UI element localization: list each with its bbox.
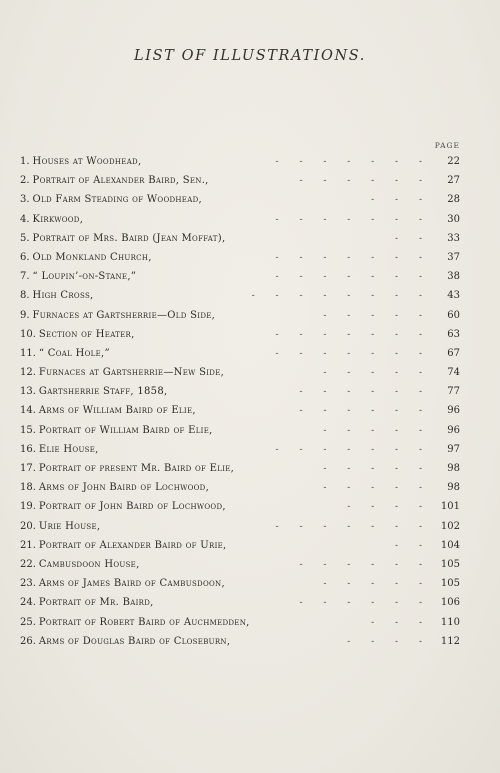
entry-title: Urie House, <box>38 520 101 532</box>
entry-title: Portrait of present Mr. Baird of Elie, <box>38 463 235 474</box>
entry-number: 23. <box>20 578 36 590</box>
dot-leader: - - - - - <box>323 425 422 436</box>
entry-number: 8. <box>20 290 30 302</box>
entry-title: Houses at Woodhead, <box>32 156 142 167</box>
entry-number: 14. <box>20 405 36 417</box>
entry-number: 7. <box>20 271 30 283</box>
entry-page-number: 98 <box>447 482 460 494</box>
entry-number: 20. <box>20 520 36 532</box>
entry-number: 26. <box>20 635 36 647</box>
entry-title: Portrait of Mrs. Baird (Jean Moffat), <box>32 232 226 244</box>
illustration-entry <box>20 175 460 194</box>
illustration-entry <box>20 578 460 597</box>
entry-page-number: 101 <box>440 501 460 513</box>
dot-leader: - - - - - - - <box>275 444 422 455</box>
illustration-entry <box>20 405 460 424</box>
entry-number: 1. <box>20 156 30 167</box>
entry-page-number: 112 <box>440 635 460 647</box>
dot-leader: - - - - - - <box>299 387 422 398</box>
dot-leader: - - - - <box>347 636 422 647</box>
dot-leader: - - - - - <box>323 579 422 590</box>
entry-title: Portrait of John Baird of Lochwood, <box>38 501 226 513</box>
illustration-entry <box>20 444 460 463</box>
dot-leader: - - - - <box>347 502 422 513</box>
entry-title: Portrait of Alexander Baird, Sen., <box>32 175 209 187</box>
entry-title: Elie House, <box>38 443 99 455</box>
entry-page-number: 38 <box>447 271 460 283</box>
illustration-entry <box>20 233 460 252</box>
entry-page-number: 33 <box>447 232 460 244</box>
illustration-entry <box>20 425 460 444</box>
dot-leader: - - <box>395 540 422 551</box>
dot-leader: - - - - - - <box>299 598 422 609</box>
entry-number: 24. <box>20 597 36 609</box>
dot-leader: - - - - - - - <box>275 157 422 167</box>
entry-title: Old Monkland Church, <box>32 251 152 263</box>
entry-page-number: 97 <box>447 443 460 455</box>
illustration-entry <box>20 501 460 520</box>
entry-number: 5. <box>20 232 30 244</box>
page-title: LIST OF ILLUSTRATIONS. <box>134 48 366 64</box>
entry-number: 18. <box>20 482 36 494</box>
illustration-entry <box>20 252 460 271</box>
dot-leader: - - - - - <box>323 368 422 379</box>
entry-number: 15. <box>20 424 36 436</box>
illustration-entry <box>20 463 460 482</box>
illustration-entry <box>20 156 460 175</box>
entry-page-number: 102 <box>440 520 460 532</box>
dot-leader: - - - <box>371 617 422 628</box>
entry-title: Arms of William Baird of Elie, <box>38 405 196 417</box>
entry-page-number: 60 <box>447 309 460 321</box>
entry-number: 25. <box>20 616 36 628</box>
illustration-entry <box>20 329 460 348</box>
entry-page-number: 77 <box>447 386 460 398</box>
entry-title: Arms of James Baird of Cambusdoon, <box>38 578 225 590</box>
entry-number: 19. <box>20 501 36 513</box>
entry-page-number: 28 <box>447 194 460 206</box>
illustration-entry <box>20 386 460 405</box>
entry-number: 22. <box>20 558 36 570</box>
dot-leader: - - - <box>371 195 422 206</box>
entry-title: Kirkwood, <box>32 213 84 225</box>
entry-page-number: 106 <box>440 597 460 609</box>
illustration-entry <box>20 559 460 578</box>
entry-page-number: 96 <box>447 405 460 417</box>
dot-leader: - - - - - - <box>299 559 422 570</box>
entry-page-number: 22 <box>447 156 460 167</box>
dot-leader: - - - - - <box>323 310 422 321</box>
illustration-entry <box>20 194 460 213</box>
entry-page-number: 30 <box>447 213 460 225</box>
entry-page-number: 105 <box>440 578 460 590</box>
entry-title: Portrait of Robert Baird of Auchmedden, <box>38 616 250 628</box>
dot-leader: - - - - - - - <box>275 252 422 263</box>
entry-number: 17. <box>20 463 36 474</box>
dot-leader: - - - - - - - <box>275 214 422 225</box>
dot-leader: - - - - - - <box>299 406 422 417</box>
dot-leader: - - <box>395 233 422 244</box>
entry-page-number: 43 <box>447 290 460 302</box>
entry-title: Arms of John Baird of Lochwood, <box>38 482 210 494</box>
illustration-entry <box>20 540 460 559</box>
entry-title: Furnaces at Gartsherrie—Old Side, <box>32 309 216 321</box>
entry-title: “ Loupin’-on-Stane,” <box>32 271 137 283</box>
entry-number: 9. <box>20 309 30 321</box>
dot-leader: - - - - - - - <box>275 348 422 359</box>
illustration-entry <box>20 348 460 367</box>
illustration-entry <box>20 597 460 616</box>
entry-page-number: 37 <box>447 251 460 263</box>
dot-leader: - - - - - - - <box>275 329 422 340</box>
dot-leader: - - - - - <box>323 464 422 474</box>
entry-title: Old Farm Steading of Woodhead, <box>32 194 202 206</box>
entry-title: Portrait of Alexander Baird of Urie, <box>38 539 227 551</box>
entry-title: “ Coal Hole,” <box>38 347 110 359</box>
entry-title: Section of Heater, <box>38 328 135 340</box>
dot-leader: - - - - - <box>323 483 422 494</box>
entry-title: High Cross, <box>32 290 94 302</box>
dot-leader: - - - - - - <box>299 176 422 187</box>
entry-page-number: 105 <box>440 558 460 570</box>
illustration-entry <box>20 636 460 655</box>
dot-leader: - - - - - - - - <box>251 291 422 302</box>
entry-title: Arms of Douglas Baird of Closeburn, <box>38 635 231 647</box>
illustration-entry <box>20 482 460 501</box>
illustration-entry <box>20 617 460 636</box>
entry-title: Cambusdoon House, <box>38 558 140 570</box>
entry-page-number: 96 <box>447 424 460 436</box>
entry-number: 2. <box>20 175 30 187</box>
dot-leader: - - - - - - - <box>275 521 422 532</box>
entry-number: 12. <box>20 367 36 379</box>
entry-title: Furnaces at Gartsherrie—New Side, <box>38 367 225 379</box>
illustration-entry <box>20 367 460 386</box>
entry-number: 13. <box>20 386 36 398</box>
entry-number: 10. <box>20 328 36 340</box>
entry-number: 4. <box>20 213 30 225</box>
illustrations-list <box>20 156 460 655</box>
entry-number: 3. <box>20 194 30 206</box>
illustration-entry <box>20 214 460 233</box>
entry-page-number: 27 <box>447 175 460 187</box>
entry-page-number: 110 <box>440 616 460 628</box>
illustration-entry <box>20 521 460 540</box>
illustration-entry <box>20 310 460 329</box>
dot-leader: - - - - - - - <box>275 272 422 283</box>
page-column-header: PAGE <box>434 141 460 150</box>
entry-title: Gartsherrie Staff, 1858, <box>38 386 168 398</box>
entry-number: 11. <box>20 347 36 359</box>
illustration-entry <box>20 271 460 290</box>
entry-number: 6. <box>20 251 30 263</box>
entry-page-number: 98 <box>447 463 460 474</box>
entry-title: Portrait of Mr. Baird, <box>38 597 154 609</box>
illustration-entry <box>20 290 460 309</box>
entry-page-number: 104 <box>440 539 460 551</box>
entry-page-number: 74 <box>447 367 460 379</box>
entry-page-number: 67 <box>447 347 460 359</box>
entry-number: 21. <box>20 539 36 551</box>
entry-number: 16. <box>20 443 36 455</box>
entry-title: Portrait of William Baird of Elie, <box>38 424 213 436</box>
entry-page-number: 63 <box>447 328 460 340</box>
